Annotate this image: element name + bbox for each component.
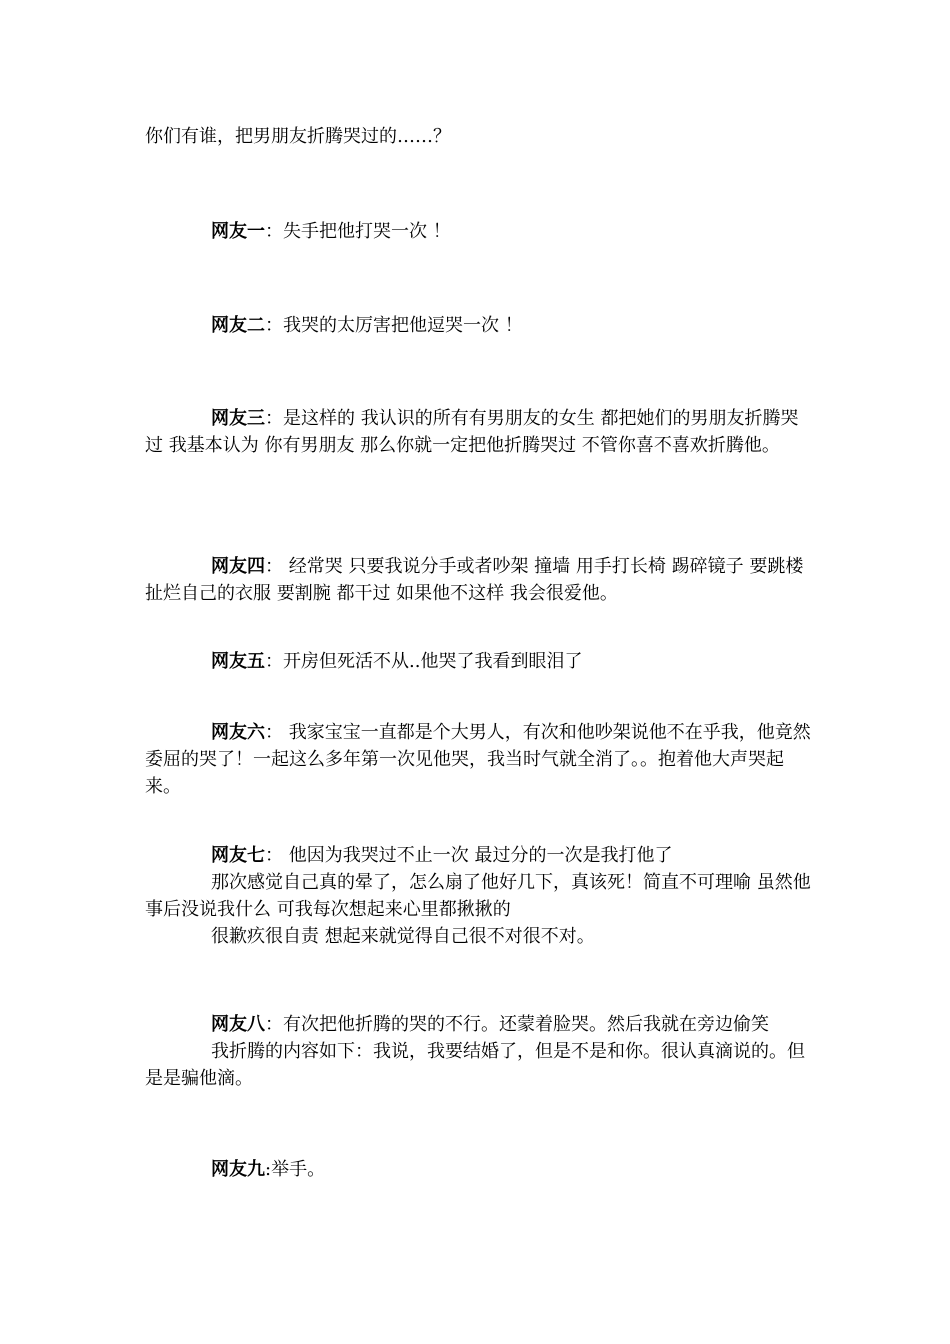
post-9 <box>145 1156 815 1183</box>
post-separator: ： <box>265 408 283 429</box>
post-text-continued: 我折腾的内容如下：我说，我要结婚了，但是不是和你。很认真滴说的。但是是骗他滴。 <box>145 1041 805 1089</box>
post-separator: ： <box>265 315 283 336</box>
intro-text: 你们有谁，把男朋友折腾哭过的……？ <box>145 126 451 147</box>
post-text: 是这样的 我认识的所有有男朋友的女生 都把她们的男朋友折腾哭过 我基本认为 你有男朋友 那么你就一定把他折腾哭过 不管你喜不喜欢折腾他。 <box>145 408 799 456</box>
post-speaker: 网友五 <box>211 651 265 672</box>
post-text: 有次把他折腾的哭的不行。还蒙着脸哭。然后我就在旁边偷笑 <box>283 1014 769 1035</box>
post-speaker: 网友八 <box>211 1014 265 1035</box>
post-text: 我家宝宝一直都是个大男人，有次和他吵架说他不在乎我，他竟然委屈的哭了！一起这么多年第一次见他哭，我当时气就全消了。。抱着他大声哭起来。 <box>145 722 811 797</box>
post-speaker: 网友二 <box>211 315 265 336</box>
post-separator: ： <box>265 651 283 672</box>
post-2 <box>145 312 815 339</box>
post-1 <box>145 218 815 245</box>
post-speaker: 网友四 <box>211 556 265 577</box>
post-separator: ： <box>265 845 283 866</box>
post-speaker: 网友三 <box>211 408 265 429</box>
post-separator: ： <box>265 722 283 743</box>
post-separator: ： <box>265 1014 283 1035</box>
post-text-continued: 那次感觉自己真的晕了，怎么扇了他好几下，真该死！简直不可理喻 虽然他事后没说我什么 可我每次想起来心里都揪揪的 <box>145 872 811 920</box>
post-4 <box>145 553 815 607</box>
post-speaker: 网友九 <box>211 1159 265 1180</box>
post-text: 举手。 <box>271 1159 326 1180</box>
post-speaker: 网友七 <box>211 845 265 866</box>
post-separator: : <box>265 1159 272 1180</box>
post-7 <box>145 842 815 950</box>
intro-question <box>145 123 815 150</box>
post-text: 我哭的太厉害把他逗哭一次 ！ <box>283 315 523 336</box>
post-text-continued: 很歉疚很自责 想起来就觉得自己很不对很不对。 <box>211 926 595 947</box>
post-speaker: 网友六 <box>211 722 265 743</box>
post-text: 开房但死活不从..他哭了我看到眼泪了 <box>283 651 583 672</box>
post-speaker: 网友一 <box>211 221 265 242</box>
post-6 <box>145 719 815 800</box>
post-text: 失手把他打哭一次 ！ <box>283 221 451 242</box>
post-8 <box>145 1011 815 1092</box>
post-5 <box>145 648 815 675</box>
post-3 <box>145 405 815 459</box>
post-text: 经常哭 只要我说分手或者吵架 撞墙 用手打长椅 踢碎镜子 要跳楼 扯烂自己的衣服 要割腕 都干过 如果他不这样 我会很爱他。 <box>145 556 804 604</box>
post-text: 他因为我哭过不止一次 最过分的一次是我打他了 <box>283 845 673 866</box>
post-separator: ： <box>265 556 283 577</box>
post-separator: ： <box>265 221 283 242</box>
